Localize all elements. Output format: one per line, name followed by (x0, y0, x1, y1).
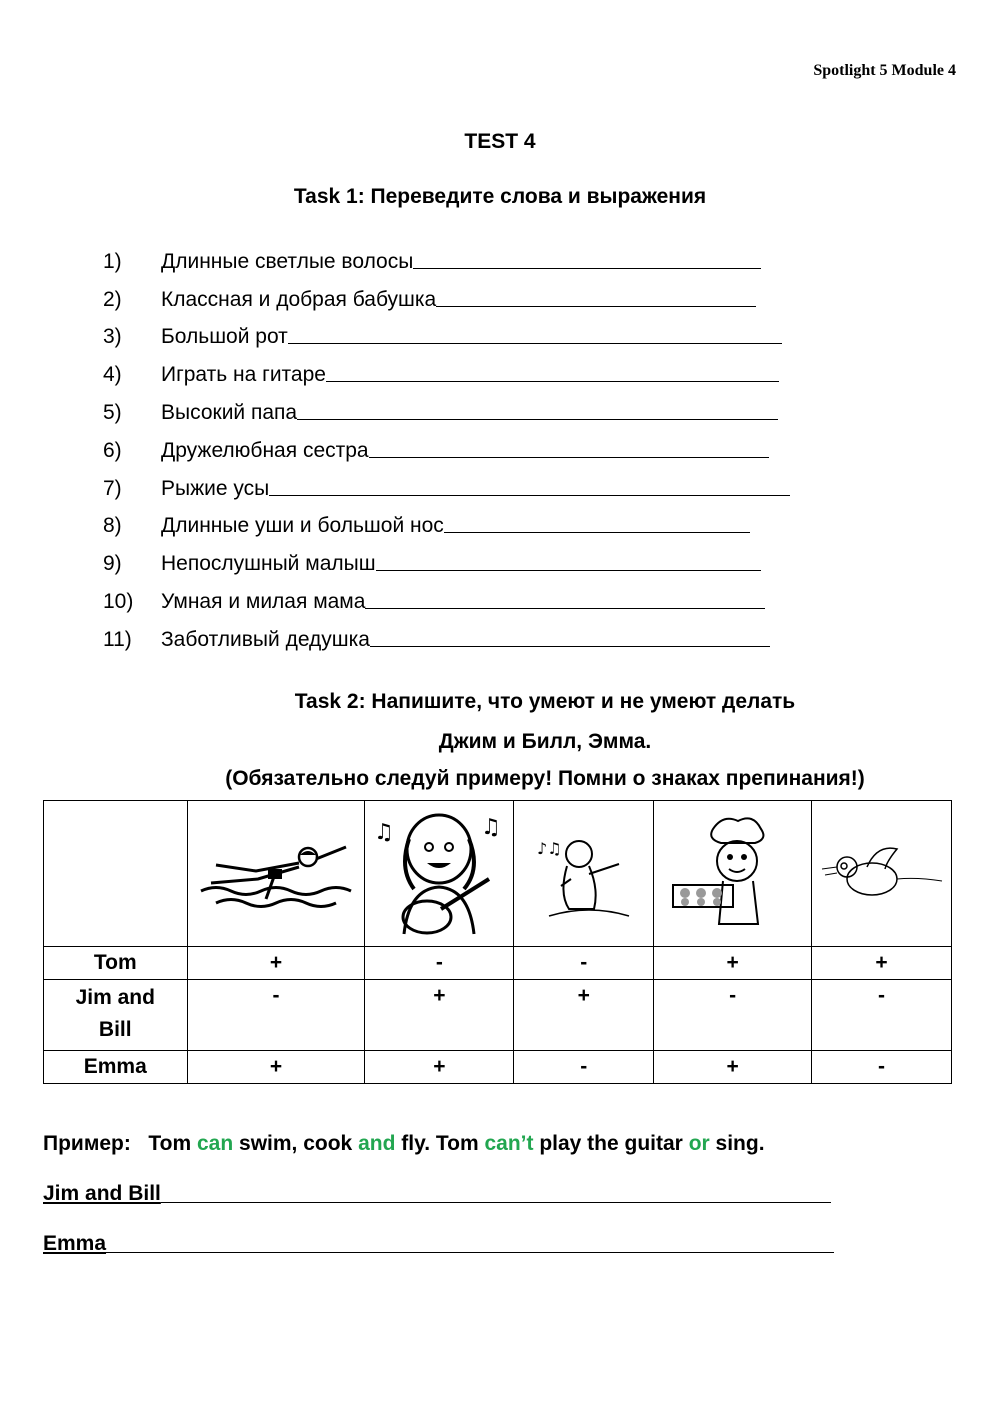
answer-label: Jim and Bill (43, 1182, 161, 1205)
fly-cell (812, 801, 952, 947)
table-row: Emma + + - + - (44, 1051, 952, 1084)
flying-bird-icon (817, 839, 947, 909)
svg-text:♪♫: ♪♫ (536, 838, 562, 858)
sing-cell (514, 801, 654, 947)
table-row: Tom + - - + + (44, 947, 952, 980)
list-item: 7) Рыжие усы (103, 463, 823, 501)
test-title: TEST 4 (464, 130, 536, 153)
list-item: 10) Умная и милая мама (103, 576, 823, 614)
answer-jim-bill (43, 1182, 831, 1206)
answer-line[interactable] (161, 1202, 831, 1203)
answer-line[interactable] (369, 457, 769, 458)
singer-icon (529, 824, 639, 924)
svg-text:♫: ♫ (481, 814, 502, 840)
list-item: 4) Играть на гитаре (103, 349, 823, 387)
list-item: 5) Высокий папа (103, 387, 823, 425)
list-item: 11) Заботливый дедушка (103, 614, 823, 652)
answer-line[interactable] (297, 419, 778, 420)
empty-header-cell (44, 801, 188, 947)
guitar-player-icon (369, 809, 509, 939)
table-row: Jim and Bill - + + - - (44, 980, 952, 1051)
row-name: Jim and Bill (44, 980, 188, 1051)
answer-line[interactable] (413, 268, 761, 269)
answer-label: Emma (43, 1232, 107, 1255)
skills-table (43, 800, 952, 1084)
list-item: 8) Длинные уши и большой нос (103, 501, 823, 539)
answer-line[interactable] (326, 381, 779, 382)
example-label: Пример: (43, 1132, 131, 1155)
task2-subtitle: Джим и Билл, Эмма. (438, 730, 652, 753)
swim-cell (187, 801, 365, 947)
list-item: 2) Классная и добрая бабушка (103, 274, 823, 312)
row-name: Emma (44, 1051, 188, 1084)
answer-line[interactable] (444, 532, 750, 533)
swimmer-icon (196, 829, 356, 919)
list-item: 1) Длинные светлые волосы (103, 236, 823, 274)
answer-line[interactable] (436, 306, 756, 307)
row-name: Tom (44, 947, 188, 980)
task2-instruction: (Обязательно следуй примеру! Помни о знаках препинания!) (225, 767, 865, 790)
answer-emma (43, 1232, 834, 1256)
list-item: 6) Дружелюбная сестра (103, 425, 823, 463)
answer-line[interactable] (106, 1252, 834, 1253)
answer-line[interactable] (376, 570, 761, 571)
answer-line[interactable] (288, 343, 782, 344)
task1-list (103, 236, 823, 652)
answer-line[interactable] (269, 495, 790, 496)
svg-text:♫: ♫ (374, 819, 395, 845)
cook-cell (654, 801, 812, 947)
list-item: 9) Непослушный малыш (103, 538, 823, 576)
task2-title: Task 2: Напишите, что умеют и не умеют делать (294, 690, 796, 713)
example-sentence: Пример: Tom can swim, cook and fly. Tom can’t play the guitar or sing. (43, 1132, 765, 1155)
cook-icon (663, 809, 803, 939)
answer-line[interactable] (365, 608, 765, 609)
list-item: 3) Большой рот (103, 312, 823, 350)
task1-title: Task 1: Переведите слова и выражения (293, 185, 707, 208)
module-label: Spotlight 5 Module 4 (813, 62, 956, 79)
guitar-cell (365, 801, 514, 947)
answer-line[interactable] (370, 646, 770, 647)
